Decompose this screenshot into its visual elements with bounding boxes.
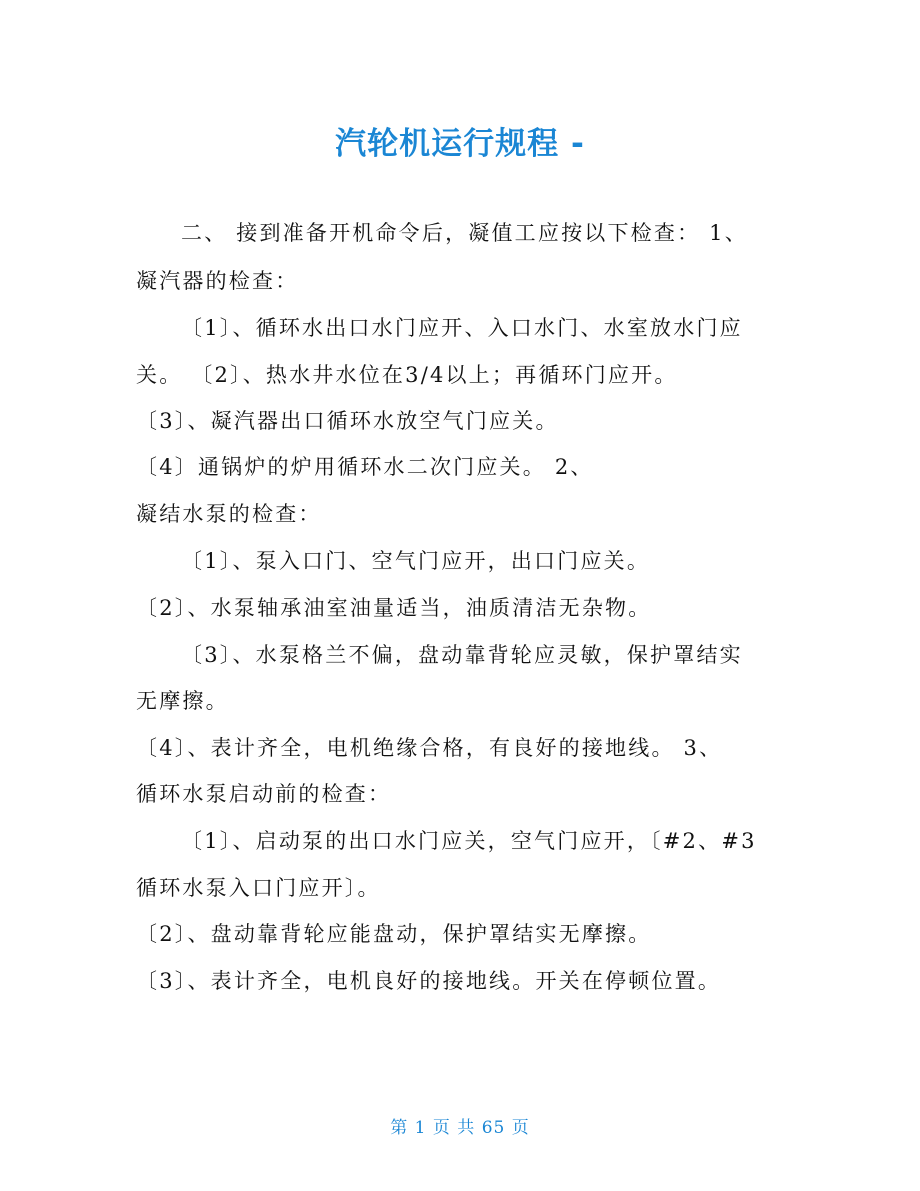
text-line: 〔1〕、循环水出口水门应开、入口水门、水室放水门应 xyxy=(181,316,743,340)
text-line: 〔4〕通锅炉的炉用循环水二次门应关。 2、 xyxy=(136,455,594,479)
text-line: 循环水泵启动前的检查： xyxy=(136,782,392,806)
text-line: 〔4〕、表计齐全，电机绝缘合格，有良好的接地线。 3、 xyxy=(136,736,723,760)
text-line: 关。 〔2〕、热水井水位在3/4以上；再循环门应开。 xyxy=(136,363,678,387)
text-line: 〔3〕、表计齐全，电机良好的接地线。开关在停顿位置。 xyxy=(136,969,722,993)
text-line: 〔2〕、水泵轴承油室油量适当，油质清洁无杂物。 xyxy=(136,596,652,620)
text-line: 凝汽器的检查： xyxy=(136,269,299,293)
text-line: 〔1〕、泵入口门、空气门应开，出口门应关。 xyxy=(181,549,651,573)
text-line: 〔2〕、盘动靠背轮应能盘动，保护罩结实无摩擦。 xyxy=(136,922,652,946)
text-line: 二、 接到准备开机命令后，凝值工应按以下检查： 1、 xyxy=(181,221,748,245)
text-line: 〔3〕、凝汽器出口循环水放空气门应关。 xyxy=(136,409,559,433)
text-line: 循环水泵入口门应开〕。 xyxy=(136,876,381,900)
text-line: 〔3〕、水泵格兰不偏，盘动靠背轮应灵敏，保护罩结实 xyxy=(181,643,743,667)
text-line: 无摩擦。 xyxy=(136,689,229,713)
page-footer: 第 1 页 共 65 页 xyxy=(390,1118,530,1138)
document-title: 汽轮机运行规程 - xyxy=(335,126,585,162)
text-line: 〔1〕、启动泵的出口水门应关，空气门应开，〔#2、#3 xyxy=(181,829,757,853)
text-line: 凝结水泵的检查： xyxy=(136,502,322,526)
